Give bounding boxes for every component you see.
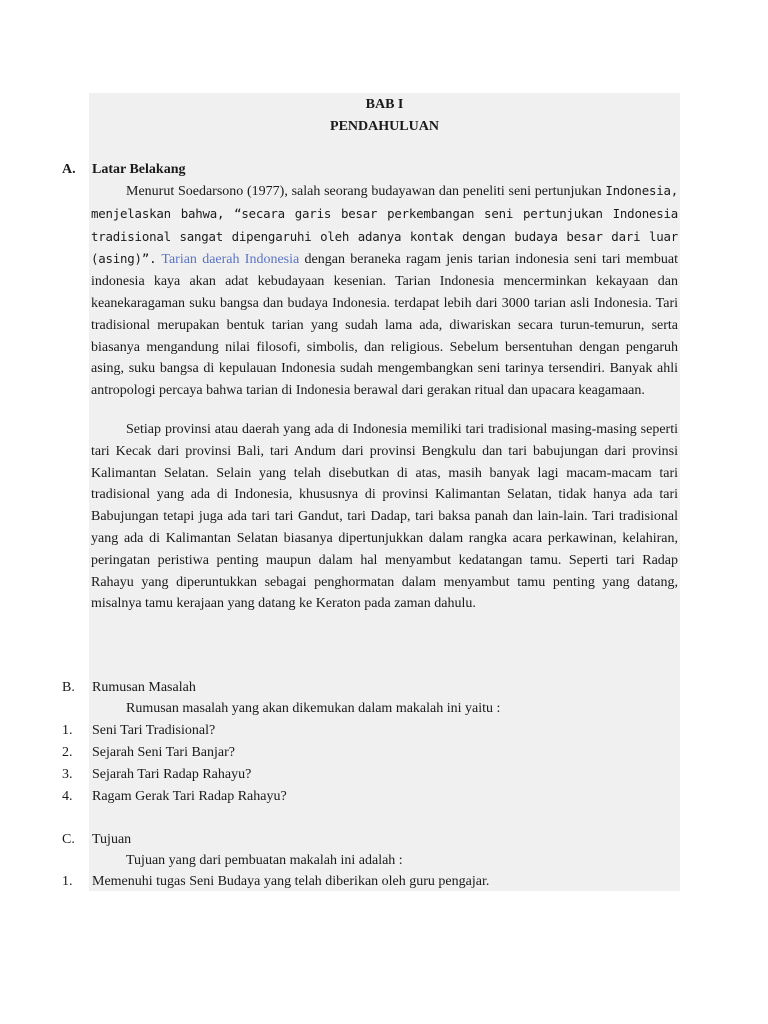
section-b-heading <box>62 680 196 696</box>
section-a-paragraph-1 <box>91 180 678 402</box>
list-item: 3. Sejarah Tari Radap Rahayu? <box>62 767 252 782</box>
chapter-title: PENDAHULUAN <box>330 119 439 134</box>
section-b-intro: Rumusan masalah yang akan dikemukan dalam makalah ini yaitu : <box>126 701 501 716</box>
section-a-label: A. <box>62 162 76 177</box>
list-item: 2. Sejarah Seni Tari Banjar? <box>62 745 235 760</box>
section-b-title: Rumusan Masalah <box>92 680 196 695</box>
section-c-title: Tujuan <box>92 832 132 847</box>
section-b-label: B. <box>62 680 75 695</box>
tarian-daerah-link[interactable]: Tarian daerah Indonesia <box>161 252 300 268</box>
section-a-paragraph-2 <box>91 419 678 615</box>
p2-text: Setiap provinsi atau daerah yang ada di Indonesia memiliki tari tradisional masing-masing seperti tari Kecak dari provinsi Bali, tari Andum dari provinsi Bengkulu dan tari babujungan dari provinsi Kalimantan Selatan. Selain yang telah disebutkan di atas, masih banyak lagi macam-macam tari tradisional yang ada di Indonesia, khususnya di provinsi Kalimantan Selatan, tidak hanya ada tari Babujungan tetapi juga ada tari tari Gandut, tari Dadap, tari baksa panah dan lain-lain. Tari tradisional yang ada di Kalimantan Selatan biasanya dipertunjukkan dalam rangka acara perkawinan, kelahiran, peringatan peristiwa penting maupun dalam hal menyambut kedatangan tamu. Seperti tari Radap Rahayu yang diperuntukkan sebagai penghormatan dalam menyambut tamu penting yang datang, misalnya tamu kerajaan yang datang ke Keraton pada zaman dahulu. <box>91 422 678 612</box>
p1-sentence-rest: dengan beraneka ragam jenis tarian indonesia seni tari membuat indonesia kaya akan adat kebudayaan kesenian. Tarian Indonesia mencerminkan kekayaan dan keanekaragaman suku bangsa dan budaya Indonesia. terdapat lebih dari 3000 tarian asli Indonesia. Tari tradisional merupakan bentuk tarian yang sudah lama ada, diwariskan secara turun-temurun, serta biasanya mengandung nilai filosofi, simbolis, dan religious. Sebelum bersentuhan dengan pengaruh asing, suku bangsa di kepulauan Indonesia sudah mengembangkan seni tarinya tersendiri. Banyak ahli antropologi percaya bahwa tarian di Indonesia berawal dari gerakan ritual dan upacara keagamaan. <box>91 252 678 399</box>
chapter-number: BAB I <box>365 97 404 112</box>
list-item: 1. Memenuhi tugas Seni Budaya yang telah diberikan oleh guru pengajar. <box>62 874 490 889</box>
p1-quote: Indonesia, menjelaskan bahwa, “secara garis besar perkembangan seni pertunjukan Indonesia tradisional sangat dipengaruhi oleh adanya kontak dengan budaya besar dari luar (asing)”. <box>91 183 678 267</box>
list-item: 1. Seni Tari Tradisional? <box>62 723 216 738</box>
list-item: 4. Ragam Gerak Tari Radap Rahayu? <box>62 789 287 804</box>
section-a-heading <box>62 162 185 178</box>
section-c-intro: Tujuan yang dari pembuatan makalah ini adalah : <box>126 853 403 868</box>
section-c-label: C. <box>62 832 75 847</box>
p1-sentence-start: Menurut Soedarsono (1977), salah seorang budayawan dan peneliti seni pertunjukan <box>126 184 602 199</box>
section-c-heading <box>62 832 131 848</box>
section-a-title: Latar Belakang <box>92 162 186 177</box>
